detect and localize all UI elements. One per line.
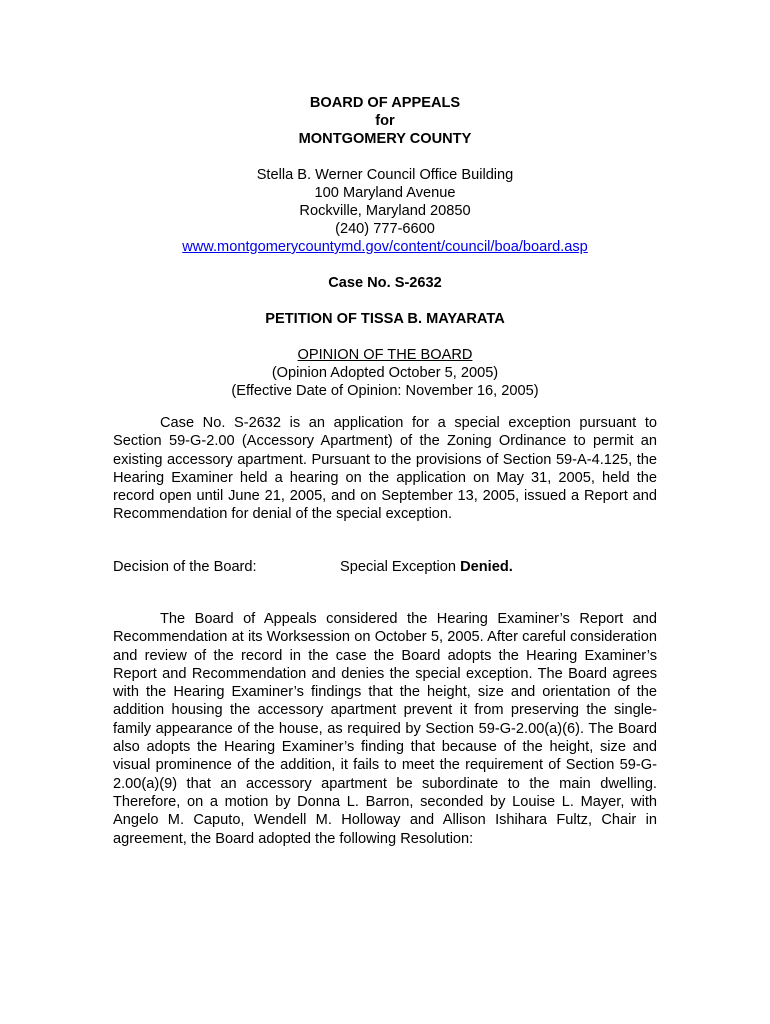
- petition-title: PETITION OF TISSA B. MAYARATA: [265, 311, 505, 327]
- board-title: BOARD OF APPEALS: [309, 95, 461, 111]
- opinion-effective-date: (Effective Date of Opinion: November 16, 2005): [231, 383, 539, 399]
- decision-label: Decision of the Board:: [113, 559, 257, 575]
- document-header: [0, 94, 770, 148]
- decision-result: Denied.: [460, 559, 513, 575]
- city-state-zip: Rockville, Maryland 20850: [299, 203, 471, 219]
- paragraph-board-resolution: The Board of Appeals considered the Hearing Examiner’s Report and Recommendation at its Worksession on October 5, 2005. After careful consideration and review of the record in the case the Board adopts the Hearing Examiner’s Report and Recommendation and denies the special exception. The Board agrees with the Hearing Examiner’s findings that the height, size and orientation of the addition housing the accessory apartment prevent it from preserving the single-family appearance of the house, as required by Section 59-G-2.00(a)(6). The Board also adopts the Hearing Examiner’s finding that because of the height, size and visual prominence of the addition, it fails to meet the requirement of Section 59-G-2.00(a)(9) that an accessory apartment be subordinate to the main dwelling. Therefore, on a motion by Donna L. Barron, seconded by Louise L. Mayer, with Angelo M. Caputo, Wendell M. Holloway and Allison Ishihara Fultz, Chair in agreement, the Board adopted the following Resolution:: [113, 611, 657, 847]
- phone-number: (240) 777-6600: [335, 221, 435, 237]
- building-name: Stella B. Werner Council Office Building: [256, 167, 514, 183]
- case-number: Case No. S-2632: [328, 275, 442, 291]
- address-block: [0, 166, 770, 256]
- paragraph-case-summary: Case No. S-2632 is an application for a special exception pursuant to Section 59-G-2.00 (Accessory Apartment) of the Zoning Ordinance to permit an existing accessory apartment. Pursuant to the provisions of Section 59-A-4.125, the Hearing Examiner held a hearing on the application on May 31, 2005, held the record open until June 21, 2005, and on September 13, 2005, issued a Report and Recommendation for denial of the special exception.: [113, 415, 657, 523]
- opinion-title: OPINION OF THE BOARD: [297, 347, 473, 363]
- opinion-adopted-date: (Opinion Adopted October 5, 2005): [271, 365, 499, 381]
- decision-prefix: Special Exception: [340, 559, 461, 575]
- board-title-for: for: [375, 113, 395, 129]
- board-website-link[interactable]: www.montgomerycountymd.gov/content/council/boa/board.asp: [182, 239, 588, 255]
- decision-value: [340, 558, 513, 576]
- street-address: 100 Maryland Avenue: [314, 185, 456, 201]
- county-title: MONTGOMERY COUNTY: [298, 131, 472, 147]
- opinion-block: [0, 346, 770, 400]
